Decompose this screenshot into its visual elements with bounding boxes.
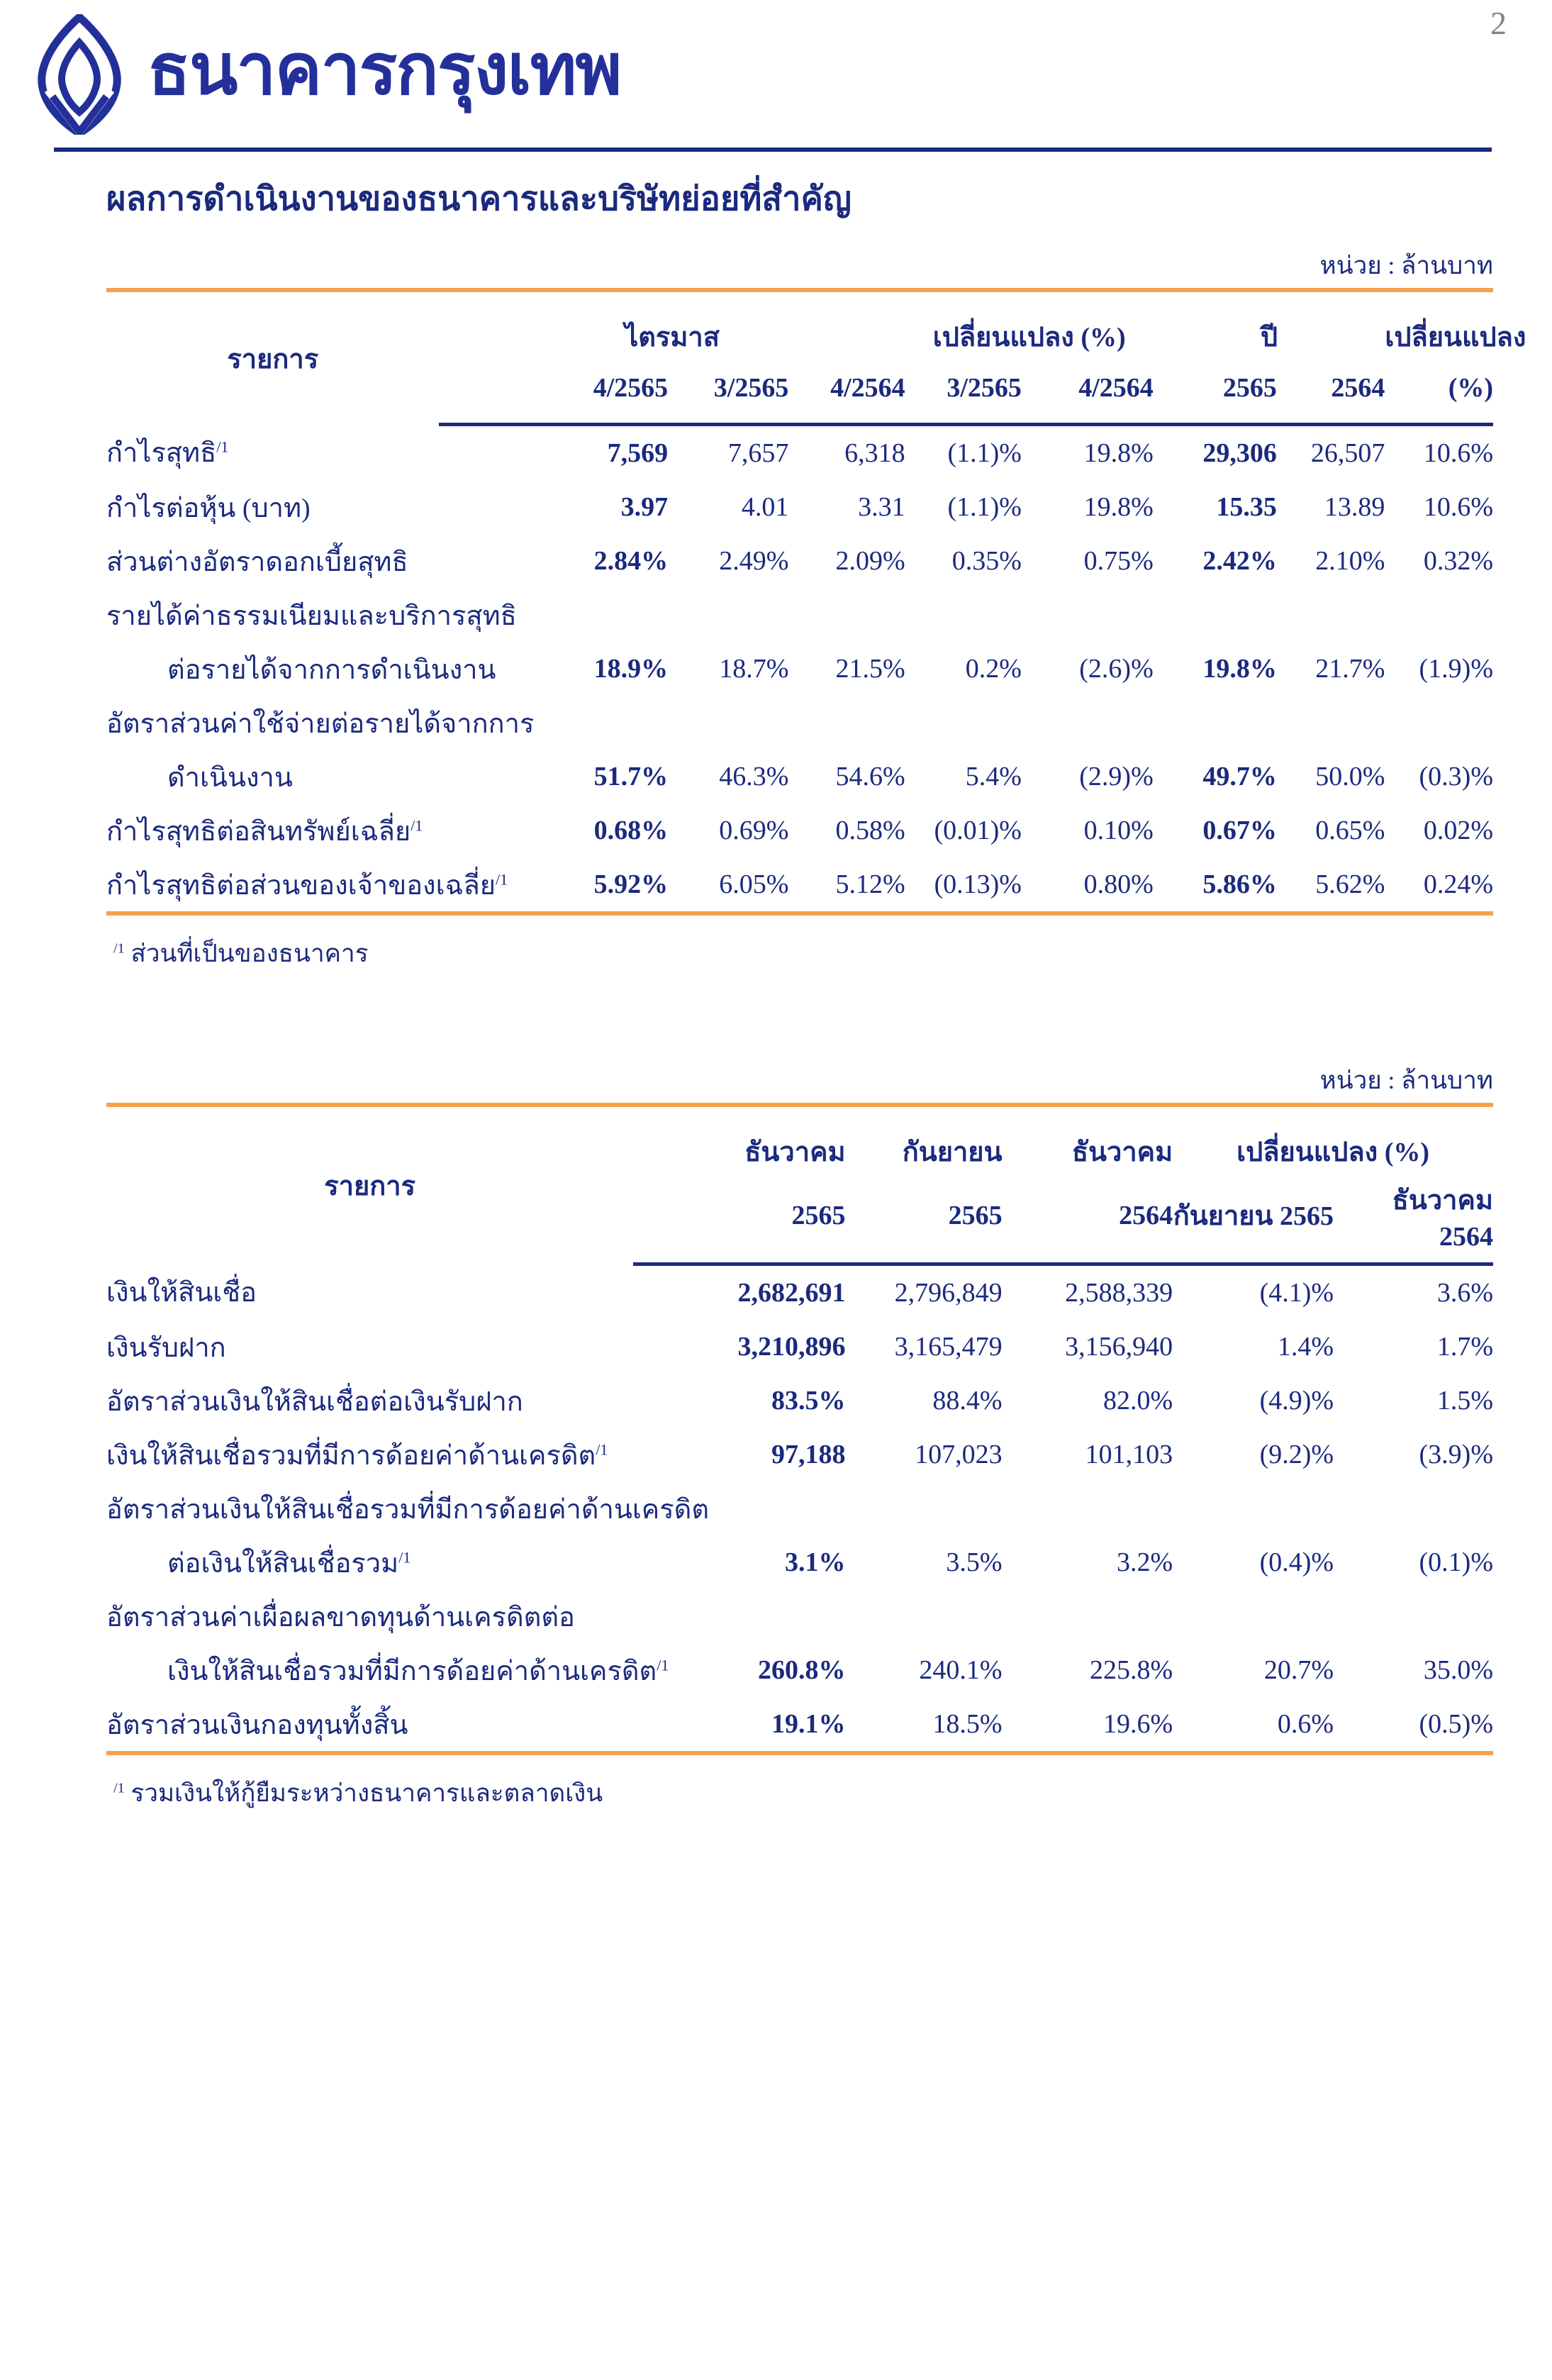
value-cell: (0.5)%	[1419, 1709, 1493, 1739]
value-cell: 5.4%	[965, 762, 1022, 791]
value-cell: (0.13)%	[934, 869, 1022, 899]
value-cell: 26,507	[1310, 438, 1385, 468]
value-cell: 0.69%	[719, 816, 789, 845]
value-cell: 19.8%	[1083, 492, 1154, 522]
table1-footnote: $^{/1}$ ส่วนที่เป็นของธนาคาร	[113, 940, 369, 967]
value-cell: 0.80%	[1083, 869, 1154, 899]
value-cell: 0.35%	[951, 546, 1022, 576]
column-header: ธันวาคม	[1071, 1137, 1173, 1167]
footnote-marker: /1	[113, 940, 125, 957]
column-group-change-pct: เปลี่ยนแปลง (%)	[1236, 1137, 1430, 1167]
value-cell: 3.6%	[1436, 1278, 1493, 1308]
page-number: 2	[1490, 5, 1507, 41]
row-label: อัตราส่วนเงินให้สินเชื่อรวมที่มีการด้อยค่าด้านเครดิต	[106, 1494, 709, 1525]
value-cell: 6,318	[844, 438, 905, 468]
header-rule	[54, 148, 1492, 152]
footnote-marker: /1	[411, 816, 423, 834]
value-cell: 3,156,940	[1065, 1332, 1173, 1362]
column-header: ธันวาคม	[744, 1137, 846, 1167]
value-cell: 0.32%	[1423, 546, 1493, 576]
row-label: อัตราส่วนค่าใช้จ่ายต่อรายได้จากการ	[106, 708, 535, 739]
value-cell: 50.0%	[1315, 762, 1385, 791]
value-cell: 2.84%	[593, 546, 669, 576]
value-cell: 51.7%	[593, 762, 669, 791]
column-header: 2564	[1277, 363, 1385, 425]
value-cell	[1154, 696, 1277, 750]
column-group-change-pct: เปลี่ยนแปลง (%)	[932, 322, 1126, 352]
value-cell: 225.8%	[1089, 1655, 1173, 1685]
value-cell	[1173, 1589, 1334, 1643]
row-label: รายได้ค่าธรรมเนียมและบริการสุทธิ	[106, 601, 517, 631]
column-header: 2565	[633, 1178, 845, 1264]
value-cell: 2.49%	[719, 546, 789, 576]
value-cell: 3.97	[620, 492, 669, 522]
table-row	[106, 534, 1493, 588]
value-cell	[1003, 1589, 1173, 1643]
value-cell: 3.2%	[1116, 1547, 1173, 1577]
value-cell: 0.67%	[1202, 816, 1277, 845]
value-cell: (2.6)%	[1079, 654, 1154, 684]
table2-footnote: $^{/1}$ รวมเงินให้กู้ยืมระหว่างธนาคารและตลาดเงิน	[113, 1779, 603, 1807]
value-cell: 88.4%	[932, 1386, 1003, 1416]
value-cell	[905, 588, 1022, 642]
value-cell: (0.1)%	[1419, 1547, 1493, 1577]
value-cell: 1.4%	[1277, 1332, 1334, 1362]
value-cell: 6.05%	[719, 869, 789, 899]
table-row	[106, 1320, 1493, 1374]
column-group-year: ปี	[1261, 322, 1278, 352]
table-row	[106, 642, 1493, 696]
value-cell	[788, 588, 905, 642]
value-cell: (0.3)%	[1419, 762, 1493, 791]
value-cell: 3,210,896	[737, 1332, 846, 1362]
value-cell	[1022, 588, 1154, 642]
value-cell: (4.1)%	[1259, 1278, 1334, 1308]
value-cell: 0.24%	[1423, 869, 1493, 899]
row-label: เงินให้สินเชื่อรวมที่มีการด้อยค่าด้านเครดิต$^{/1}$	[106, 1440, 608, 1471]
row-label: เงินรับฝาก	[106, 1333, 226, 1363]
unit-label-table2: หน่วย : ล้านบาท	[1319, 1067, 1493, 1094]
table-row	[106, 1428, 1493, 1481]
value-cell	[846, 1589, 1003, 1643]
footnote-marker: /1	[113, 1780, 125, 1796]
table-row	[106, 1589, 1493, 1643]
value-cell: 97,188	[771, 1440, 846, 1469]
value-cell: 49.7%	[1202, 762, 1277, 791]
value-cell: 240.1%	[919, 1655, 1003, 1685]
column-header: กันยายน 2565	[1173, 1178, 1334, 1264]
column-header: 4/2564	[1022, 363, 1154, 425]
value-cell: 5.86%	[1202, 869, 1277, 899]
value-cell: 3.5%	[946, 1547, 1003, 1577]
value-cell	[1385, 588, 1493, 642]
value-cell: 4.01	[741, 492, 789, 522]
table-row	[106, 857, 1493, 913]
bangkok-bank-lotus-icon	[23, 14, 136, 138]
value-cell: 1.7%	[1436, 1332, 1493, 1362]
value-cell: 0.58%	[835, 816, 905, 845]
footnote-marker: /1	[657, 1655, 669, 1674]
row-label: กำไรสุทธิต่อสินทรัพย์เฉลี่ย$^{/1}$	[106, 816, 423, 847]
performance-table-header	[106, 290, 1526, 425]
column-header: ธันวาคม 2564	[1334, 1178, 1493, 1264]
footnote-marker: /1	[496, 869, 508, 888]
value-cell: 2.42%	[1202, 546, 1277, 576]
value-cell: 2.10%	[1315, 546, 1385, 576]
performance-table	[106, 288, 1526, 916]
column-header: 3/2565	[668, 363, 788, 425]
value-cell: 18.9%	[593, 654, 669, 684]
value-cell: 18.7%	[719, 654, 789, 684]
table-row	[106, 1481, 1493, 1535]
value-cell: 0.75%	[1083, 546, 1154, 576]
value-cell: (4.9)%	[1259, 1386, 1334, 1416]
value-cell	[1277, 696, 1385, 750]
table-row	[106, 1643, 1493, 1697]
table-row	[106, 588, 1493, 642]
value-cell: 5.12%	[835, 869, 905, 899]
value-cell	[633, 1589, 845, 1643]
value-cell: (9.2)%	[1259, 1440, 1334, 1469]
value-cell	[788, 696, 905, 750]
value-cell	[846, 1481, 1003, 1535]
row-label: อัตราส่วนค่าเผื่อผลขาดทุนด้านเครดิตต่อ	[106, 1602, 575, 1633]
table-row	[106, 480, 1493, 534]
value-cell: 107,023	[915, 1440, 1003, 1469]
value-cell: 7,657	[727, 438, 789, 468]
footnote-marker: /1	[398, 1547, 411, 1566]
value-cell: 19.8%	[1083, 438, 1154, 468]
value-cell: 15.35	[1216, 492, 1277, 522]
value-cell: 101,103	[1085, 1440, 1173, 1469]
value-cell	[1154, 588, 1277, 642]
row-label: ต่อเงินให้สินเชื่อรวม$^{/1}$	[167, 1547, 411, 1579]
table-row	[106, 803, 1493, 857]
footnote-marker: /1	[596, 1440, 608, 1458]
value-cell: 13.89	[1324, 492, 1385, 522]
value-cell: 3,165,479	[894, 1332, 1003, 1362]
value-cell: 5.62%	[1315, 869, 1385, 899]
value-cell	[905, 696, 1022, 750]
table-row	[106, 1374, 1493, 1428]
value-cell: 29,306	[1202, 438, 1277, 468]
row-label: เงินให้สินเชื่อ	[106, 1278, 257, 1308]
row-label: ต่อรายได้จากการดำเนินงาน	[167, 655, 496, 685]
value-cell: 82.0%	[1102, 1386, 1173, 1416]
balance-table	[106, 1103, 1493, 1755]
value-cell	[1334, 1481, 1493, 1535]
value-cell: 46.3%	[719, 762, 789, 791]
table-row	[106, 425, 1493, 481]
row-label: อัตราส่วนเงินกองทุนทั้งสิ้น	[106, 1710, 408, 1740]
value-cell: (0.4)%	[1259, 1547, 1334, 1577]
value-cell: 5.92%	[593, 869, 669, 899]
value-cell: (2.9)%	[1079, 762, 1154, 791]
value-cell: 0.10%	[1083, 816, 1154, 845]
column-header: 2565	[1154, 363, 1277, 425]
value-cell: 54.6%	[835, 762, 905, 791]
value-cell: 0.65%	[1315, 816, 1385, 845]
value-cell: 0.6%	[1277, 1709, 1334, 1739]
value-cell	[1334, 1589, 1493, 1643]
table-row	[106, 750, 1493, 803]
row-label: เงินให้สินเชื่อรวมที่มีการด้อยค่าด้านเครดิต$^{/1}$	[167, 1655, 669, 1686]
row-label: ส่วนต่างอัตราดอกเบี้ยสุทธิ	[106, 547, 408, 577]
row-label: ดำเนินงาน	[167, 762, 293, 793]
value-cell: 21.5%	[835, 654, 905, 684]
value-cell	[1277, 588, 1385, 642]
value-cell	[668, 588, 788, 642]
value-cell: 2.09%	[835, 546, 905, 576]
value-cell: 21.7%	[1315, 654, 1385, 684]
value-cell: 19.6%	[1102, 1709, 1173, 1739]
column-header: 3/2565	[905, 363, 1022, 425]
value-cell	[1173, 1481, 1334, 1535]
value-cell: 1.5%	[1436, 1386, 1493, 1416]
value-cell: 2,796,849	[894, 1278, 1003, 1308]
value-cell	[668, 696, 788, 750]
bank-brand-name: ธนาคารกรุงเทพ	[147, 30, 621, 109]
column-header: กันยายน	[902, 1137, 1003, 1167]
value-cell: (3.9)%	[1419, 1440, 1493, 1469]
column-header: 4/2564	[788, 363, 905, 425]
table-row	[106, 1264, 1493, 1320]
value-cell: 3.1%	[785, 1547, 846, 1577]
column-header: 2565	[846, 1178, 1003, 1264]
value-cell: (1.1)%	[947, 438, 1022, 468]
row-label: อัตราส่วนเงินให้สินเชื่อต่อเงินรับฝาก	[106, 1386, 523, 1417]
value-cell: 7,569	[607, 438, 669, 468]
value-cell: 18.5%	[932, 1709, 1003, 1739]
page-content	[106, 172, 1526, 1813]
value-cell: 35.0%	[1423, 1655, 1493, 1685]
value-cell	[1003, 1481, 1173, 1535]
table-row	[106, 1697, 1493, 1753]
column-header: 2564	[1003, 1178, 1173, 1264]
column-group-quarter: ไตรมาส	[625, 322, 720, 352]
table-row	[106, 696, 1493, 750]
unit-label-table1: หน่วย : ล้านบาท	[1319, 252, 1493, 279]
value-cell: (1.9)%	[1419, 654, 1493, 684]
value-cell: 19.8%	[1202, 654, 1277, 684]
column-header: 4/2565	[439, 363, 668, 425]
value-cell	[1385, 696, 1493, 750]
row-label: กำไรสุทธิ$^{/1}$	[106, 438, 229, 469]
footnote-marker: /1	[216, 438, 229, 456]
balance-table-header	[106, 1105, 1493, 1264]
column-header: (%)	[1385, 363, 1493, 425]
value-cell: 0.2%	[965, 654, 1022, 684]
row-label: กำไรต่อหุ้น (บาท)	[106, 493, 311, 523]
value-cell: 0.02%	[1423, 816, 1493, 845]
page-title: ผลการดำเนินงานของธนาคารและบริษัทย่อยที่สำคัญ	[106, 181, 852, 218]
value-cell	[1022, 696, 1154, 750]
column-group-change: เปลี่ยนแปลง	[1385, 322, 1526, 352]
value-cell: (0.01)%	[934, 816, 1022, 845]
value-cell: 10.6%	[1423, 492, 1493, 522]
value-cell: 20.7%	[1263, 1655, 1334, 1685]
value-cell: 83.5%	[771, 1386, 846, 1416]
value-cell: 19.1%	[771, 1709, 846, 1739]
table-row	[106, 1535, 1493, 1589]
row-label: กำไรสุทธิต่อส่วนของเจ้าของเฉลี่ย$^{/1}$	[106, 869, 508, 901]
value-cell: 3.31	[858, 492, 905, 522]
value-cell: 2,682,691	[737, 1278, 846, 1308]
masthead	[0, 0, 1552, 152]
value-cell: 260.8%	[758, 1655, 846, 1685]
column-header-items: รายการ	[324, 1172, 416, 1202]
value-cell: (1.1)%	[947, 492, 1022, 522]
column-header-items: รายการ	[227, 344, 319, 374]
value-cell: 0.68%	[593, 816, 669, 845]
value-cell: 2,588,339	[1065, 1278, 1173, 1308]
value-cell: 10.6%	[1423, 438, 1493, 468]
